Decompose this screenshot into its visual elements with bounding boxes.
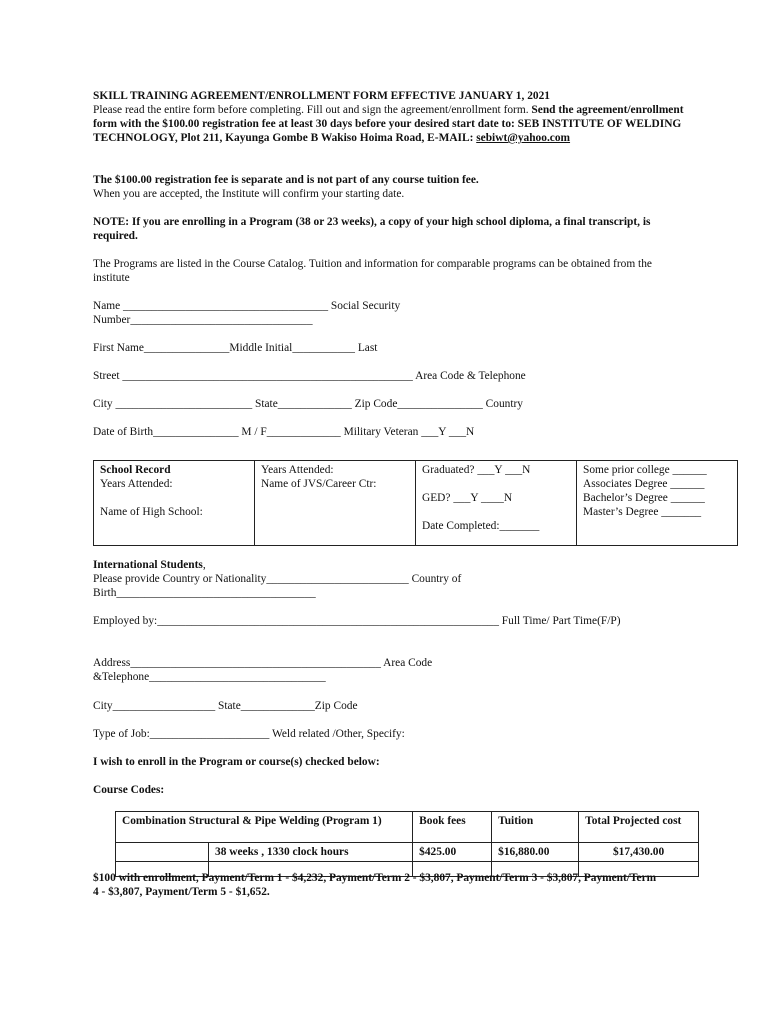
tuition-value: $16,880.00 xyxy=(492,843,579,862)
fee-note-bold: The $100.00 registration fee is separate and is not part of any course tuition fee. xyxy=(93,174,479,186)
school-record-table xyxy=(93,460,738,546)
jvs-name-label[interactable]: Name of JVS/Career Ctr: xyxy=(261,478,377,490)
email-link[interactable]: sebiwt@yahoo.com xyxy=(476,132,571,144)
tuition-header: Tuition xyxy=(492,812,579,843)
graduation-cell xyxy=(416,461,577,546)
degree-cell xyxy=(577,461,738,546)
employed-field-line[interactable]: Employed by:____________________________________________________________ Full Time/ Part Time(F/P) xyxy=(93,615,621,627)
book-fees-header: Book fees xyxy=(413,812,492,843)
fee-paragraph xyxy=(93,173,693,201)
enroll-statement: I wish to enroll in the Program or course(s) checked below: xyxy=(93,756,380,768)
job-type-field-line[interactable]: Type of Job:_____________________ Weld related /Other, Specify: xyxy=(93,728,405,740)
payment-schedule: $100 with enrollment, Payment/Term 1 - $4,232, Payment/Term 2 - $3,807, Payment/Term 3 - $3,807, Payment/Term 4 - $3,807, Payment/Term 5 - $1,652. xyxy=(93,872,657,898)
masters-degree-field[interactable]: Master’s Degree _______ xyxy=(583,506,702,518)
street-field-line[interactable]: Street ___________________________________________________ Area Code & Telephone xyxy=(93,370,526,382)
school-record-cell xyxy=(94,461,255,546)
nationality-field-line[interactable]: Please provide Country or Nationality_________________________ Country of Birth___________________________________ xyxy=(93,573,462,599)
city-field-line[interactable]: City ________________________ State_____________ Zip Code_______________ Country xyxy=(93,398,523,410)
book-fees-value: $425.00 xyxy=(413,843,492,862)
fee-note-plain: When you are accepted, the Institute will confirm your starting date. xyxy=(93,188,405,200)
intro-bold: Send the agreement/enrollment form with the $100.00 registration fee at least 30 days before your desired start date to: SEB INSTITUTE OF WELDING TECHNOLOGY, Plot 211, Kayunga Gombe B Wakiso Hoima Road, E-MAIL: xyxy=(93,104,684,144)
total-cost-value: $17,430.00 xyxy=(579,843,699,862)
form-title: SKILL TRAINING AGREEMENT/ENROLLMENT FORM EFFECTIVE JANUARY 1, 2021 xyxy=(93,90,550,102)
intro-paragraph xyxy=(93,103,693,145)
employer-address-field-line[interactable]: Address____________________________________________ Area Code &Telephone_______________________________ xyxy=(93,657,433,683)
employer-city-field-line[interactable]: City__________________ State_____________Zip Code xyxy=(93,700,358,712)
catalog-paragraph: The Programs are listed in the Course Catalog. Tuition and information for comparable programs can be obtained from the institute xyxy=(93,258,652,284)
international-section: International Students, Please provide Country or Nationality_________________________ Country of Birth___________________________________ xyxy=(93,558,523,600)
checkbox-cell[interactable] xyxy=(116,843,209,862)
duration-cell: 38 weeks , 1330 clock hours xyxy=(209,843,413,862)
school-record-heading: School Record xyxy=(100,464,171,476)
first-name-field-line[interactable]: First Name_______________Middle Initial___________ Last xyxy=(93,342,378,354)
graduated-field[interactable]: Graduated? ___Y ___N xyxy=(422,464,531,476)
dob-field-line[interactable]: Date of Birth_______________ M / F_____________ Military Veteran ___Y ___N xyxy=(93,426,475,438)
school-years-label[interactable]: Years Attended: xyxy=(100,478,173,490)
ged-field[interactable]: GED? ___Y ____N xyxy=(422,492,513,504)
name-field-line[interactable]: Name ____________________________________ Social Security Number________________________________ xyxy=(93,300,401,326)
diploma-note: NOTE: If you are enrolling in a Program (38 or 23 weeks), a copy of your high school diploma, a final transcript, is required. xyxy=(93,216,651,242)
course-table xyxy=(115,811,699,877)
prior-college-field[interactable]: Some prior college ______ xyxy=(583,464,707,476)
international-heading: International Students xyxy=(93,559,203,571)
intro-plain: Please read the entire form before completing. Fill out and sign the agreement/enrollment form. xyxy=(93,104,529,116)
date-completed-field[interactable]: Date Completed:_______ xyxy=(422,520,540,532)
jvs-years-label[interactable]: Years Attended: xyxy=(261,464,334,476)
associates-degree-field[interactable]: Associates Degree ______ xyxy=(583,478,705,490)
course-codes-heading: Course Codes: xyxy=(93,784,165,796)
high-school-name-label[interactable]: Name of High School: xyxy=(100,506,203,518)
program-name-cell[interactable]: Combination Structural & Pipe Welding (Program 1) xyxy=(116,812,413,843)
total-cost-header: Total Projected cost xyxy=(579,812,699,843)
jvs-cell xyxy=(255,461,416,546)
bachelors-degree-field[interactable]: Bachelor’s Degree ______ xyxy=(583,492,705,504)
